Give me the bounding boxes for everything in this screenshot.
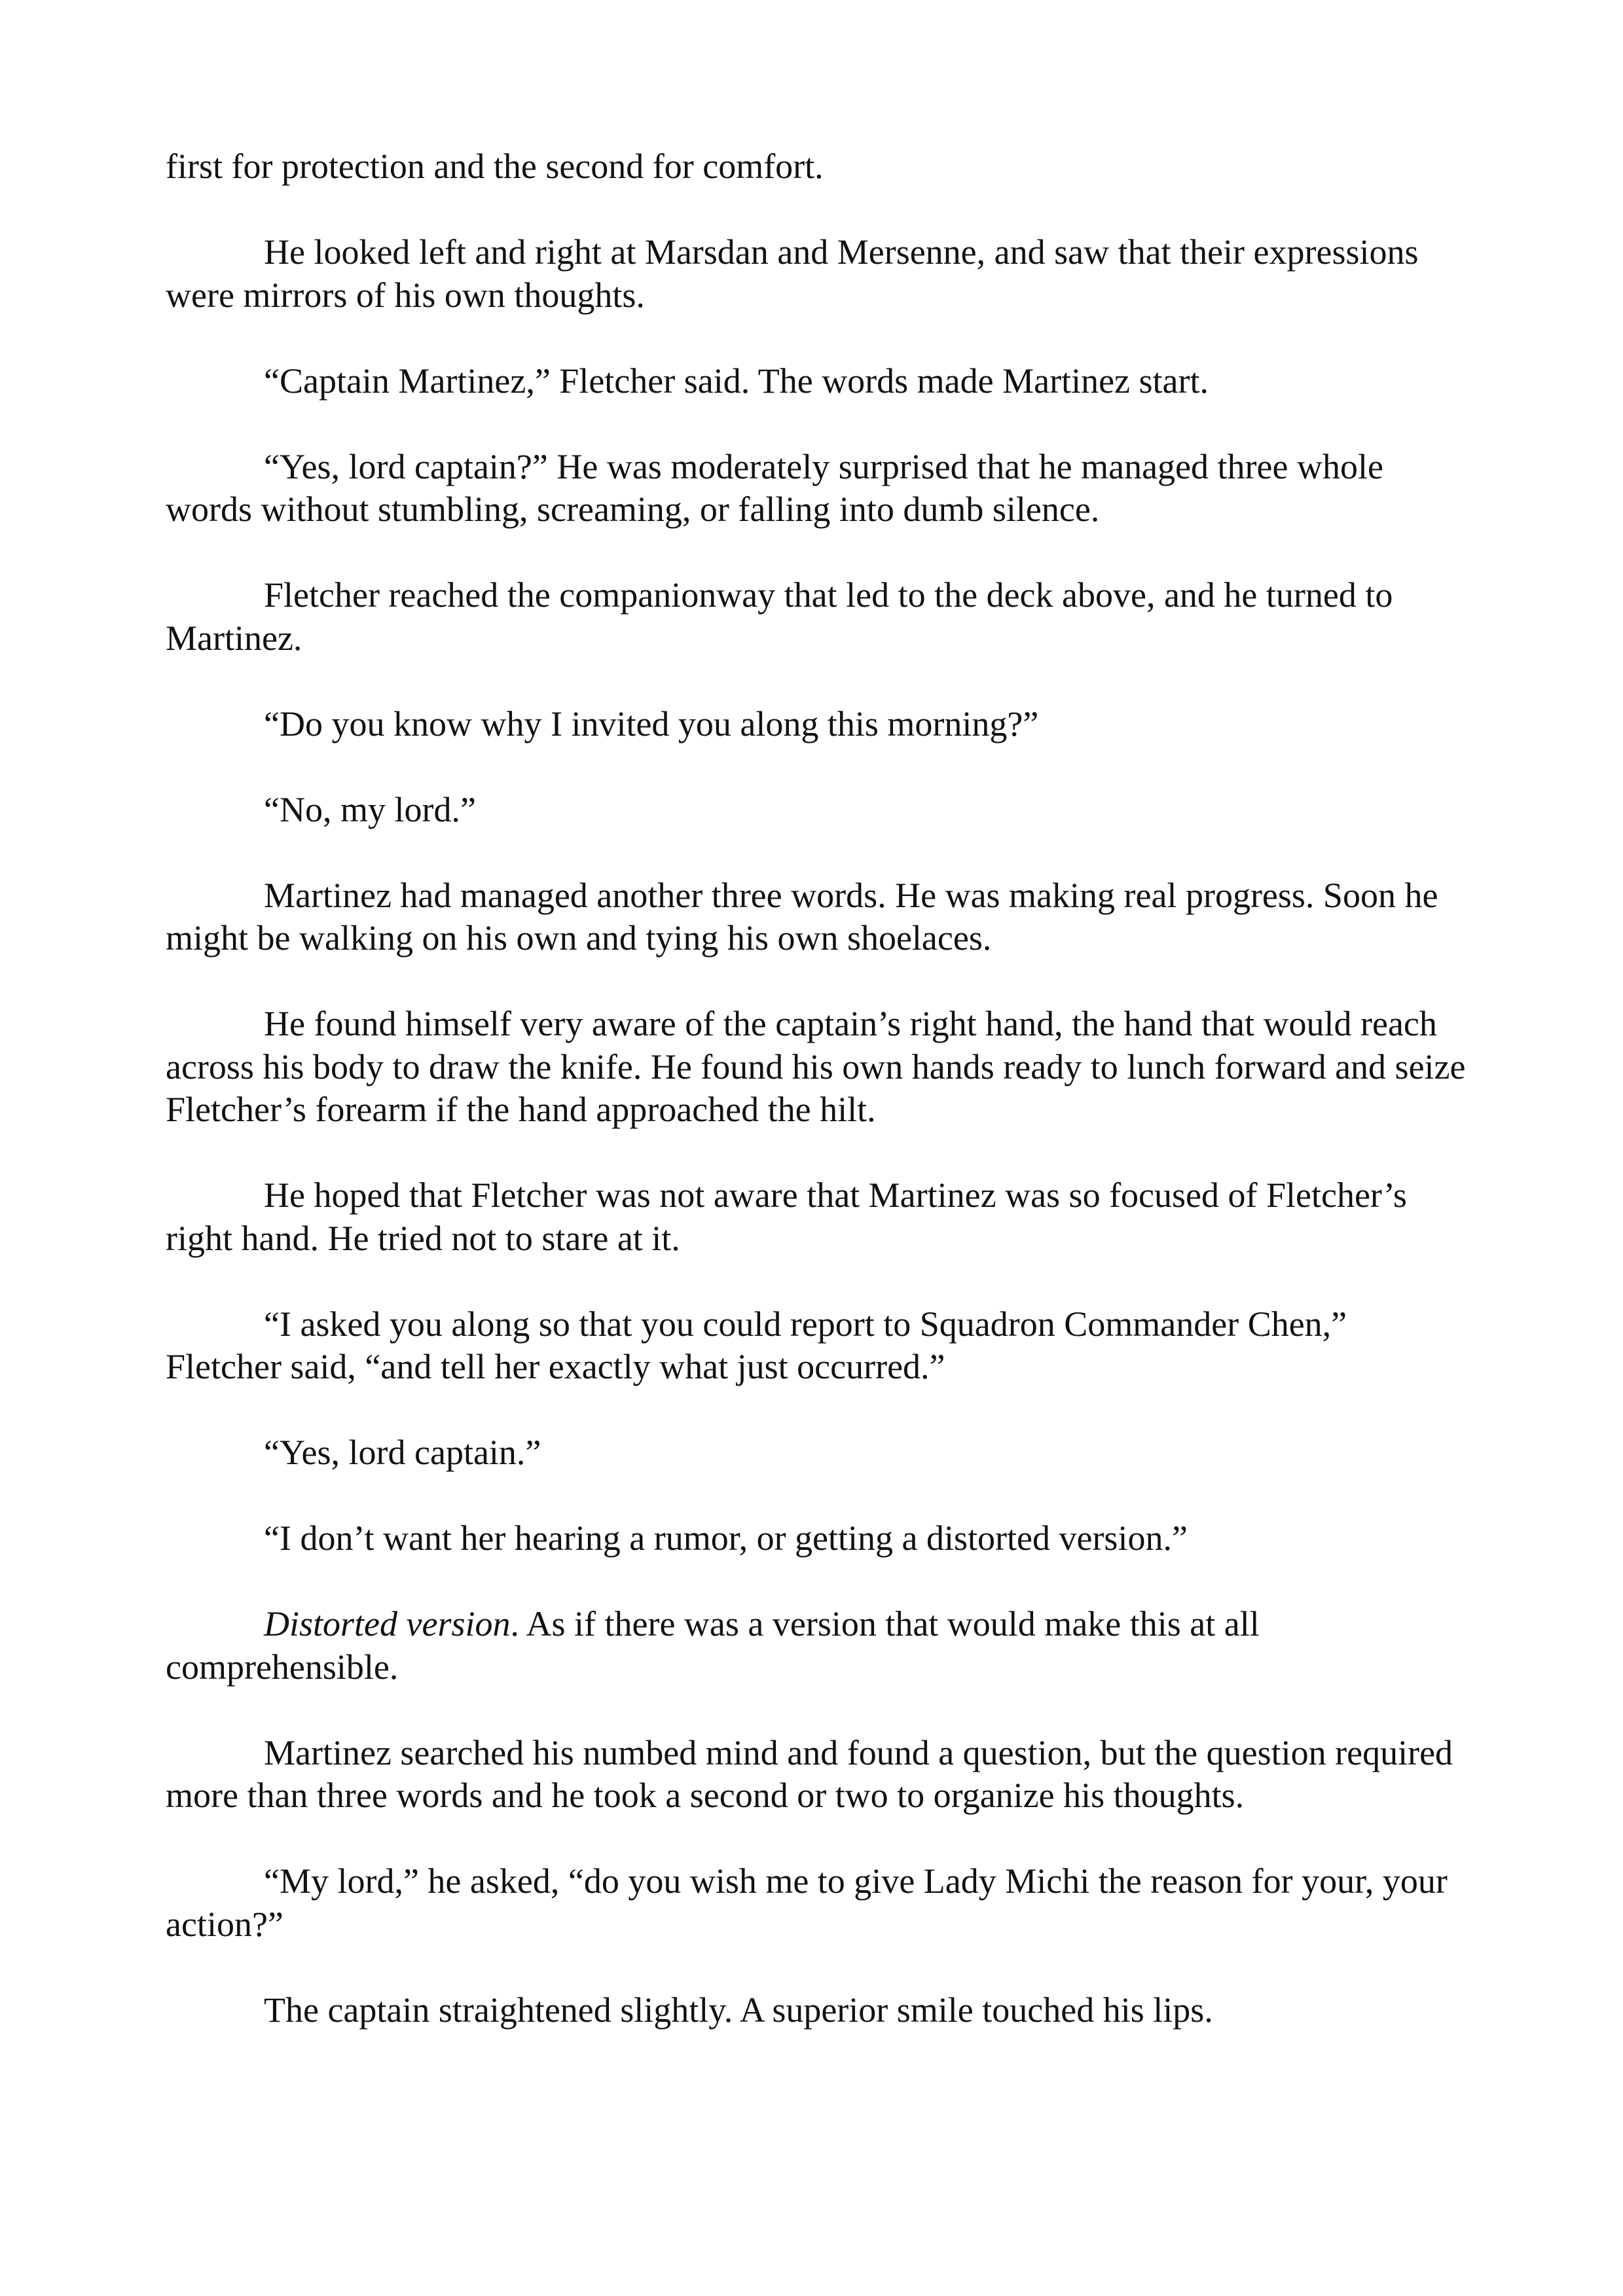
paragraph: Martinez searched his numbed mind and found a question, but the question required more than three words and he took a second or two to organize his thoughts.	[166, 1732, 1453, 1815]
paragraph	[166, 1603, 1468, 1689]
paragraph-text: . As if there was a version that would make this at all comprehensible.	[166, 1604, 1260, 1687]
paragraph: He hoped that Fletcher was not aware that Martinez was so focused of Fletcher’s right hand. He tried not to stare at it.	[166, 1175, 1407, 1258]
paragraph: “I asked you along so that you could report to Squadron Commander Chen,” Fletcher said, “and tell her exactly what just occurred.”	[166, 1304, 1347, 1386]
paragraph: Fletcher reached the companionway that led to the deck above, and he turned to Martinez.	[166, 575, 1393, 658]
paragraph: The captain straightened slightly. A superior smile touched his lips.	[264, 1990, 1213, 2030]
body-text	[166, 145, 1468, 2032]
paragraph: “No, my lord.”	[264, 789, 476, 829]
paragraph: “Do you know why I invited you along this morning?”	[264, 704, 1039, 744]
paragraph: “Yes, lord captain.”	[264, 1433, 541, 1472]
paragraph: He found himself very aware of the captain’s right hand, the hand that would reach across his body to draw the knife. He found his own hands ready to lunch forward and seize Fletcher’s forearm if the hand approached the hilt.	[166, 1004, 1466, 1129]
italic-phrase: Distorted version	[264, 1604, 511, 1643]
paragraph: “Yes, lord captain?” He was moderately surprised that he managed three whole words without stumbling, screaming, or falling into dumb silence.	[166, 446, 1383, 529]
paragraph: He looked left and right at Marsdan and Mersenne, and saw that their expressions were mirrors of his own thoughts.	[166, 232, 1419, 315]
paragraph: “My lord,” he asked, “do you wish me to give Lady Michi the reason for your, your action?”	[166, 1861, 1448, 1944]
paragraph: “Captain Martinez,” Fletcher said. The words made Martinez start.	[264, 361, 1209, 401]
paragraph: Martinez had managed another three words. He was making real progress. Soon he might be walking on his own and tying his own shoelaces.	[166, 875, 1438, 958]
paragraph: “I don’t want her hearing a rumor, or getting a distorted version.”	[264, 1518, 1188, 1558]
paragraph: first for protection and the second for comfort.	[166, 147, 824, 186]
